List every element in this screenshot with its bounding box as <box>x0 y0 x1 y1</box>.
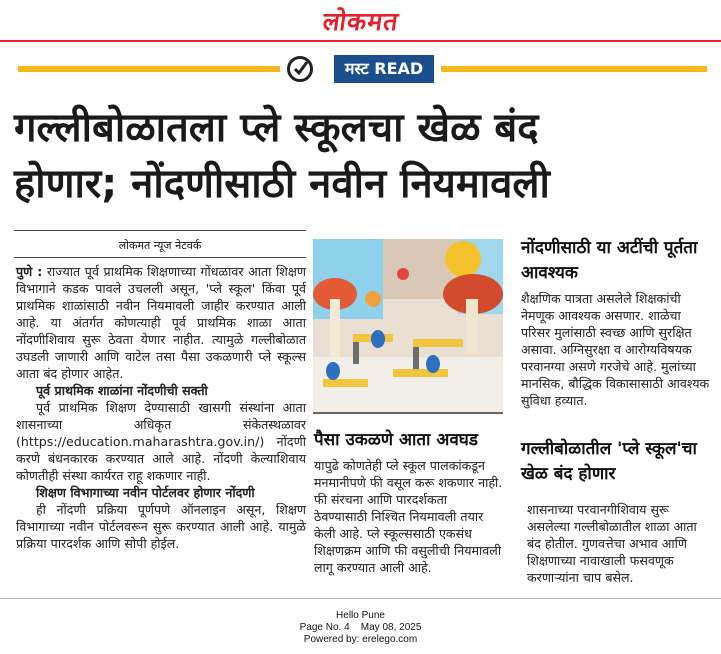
section-heading: नोंदणीसाठी या अटींची पूर्तता आवश्यक <box>521 238 698 283</box>
byline: लोकमत न्यूज नेटवर्क <box>118 239 202 252</box>
paragraph: ही नोंदणी प्रक्रिया पूर्णपणे ऑनलाइन असून, शिक्षण विभागाच्या नवीन पोर्टलवरून सुरू करण्यात आली आहे. यामुळे प्रक्रिया पारदर्शक आणि सोपी होईल. <box>16 502 306 551</box>
footer <box>0 610 721 646</box>
paragraph: पूर्व प्राथमिक शिक्षण देण्यासाठी खासगी संस्थांना आता शासनाच्या अधिकृत संकेतस्थळावर (https://education.maharashtra.gov.in/) नोंदणी करणे बंधनकारक करण्यात आले आहे. नोंदणी केल्याशिवाय कोणतीही संस्था कार्यरत राहू शकणार नाही. <box>16 400 306 483</box>
section-text: यापुढे कोणतेही प्ले स्कूल पालकांकडून मनमानीपणे फी वसूल करू शकणार नाही. फी संरचना आणि पारदर्शकता ठेवण्यासाठी निश्चित नियमावली तयार केली आहे. प्ले स्कूल्ससाठी एकसंध शिक्षणक्रम आणि फी वसुलीची नियमावली लागू करण्यात आली आहे. <box>314 458 503 575</box>
subheading: शिक्षण विभागाच्या नवीन पोर्टलवर होणार नोंदणी <box>36 485 255 500</box>
powered-by: Powered by: erelego.com <box>303 634 418 645</box>
section-heading: पैसा उकळणे आता अवघड <box>314 430 478 450</box>
classroom-photo <box>313 239 503 412</box>
page-number: Page No. 4 <box>299 622 350 633</box>
dateline: पुणे : <box>16 264 43 279</box>
section-heading: गल्लीबोळातील 'प्ले स्कूल'चा खेळ बंद होणार <box>521 439 697 484</box>
must-read-badge: मस्ट READ <box>334 55 434 83</box>
intro-paragraph <box>16 263 306 382</box>
accent-bar-right <box>441 66 707 72</box>
section-text: शैक्षणिक पात्रता असलेले शिक्षकांची नेमणूक आवश्यक असणार. शाळेचा परिसर मुलांसाठी स्वच्छ आणि सुरक्षित असावा. अग्निसुरक्षा व आरोग्यविषयक परवानग्या असणे गरजेचे आहे. मुलांच्या मानसिक, बौद्धिक विकासासाठी आवश्यक सुविधा हव्यात. <box>521 291 710 408</box>
main-article <box>16 263 306 552</box>
divider <box>313 412 503 414</box>
divider <box>14 257 306 258</box>
masthead-rule <box>0 40 721 42</box>
footer-rule <box>0 598 721 599</box>
page-info <box>0 622 721 634</box>
masthead <box>0 0 721 40</box>
check-circle-icon <box>287 56 313 82</box>
intro-text: राज्यात पूर्व प्राथमिक शिक्षणाच्या गोंधळावर आता शिक्षण विभागाने कडक पावले उचलली असून, 'प्ले स्कूल' किंवा पूर्व प्राथमिक शाळांसाठी नवीन नियमावली जाहीर करण्यात आली आहे. या अंतर्गत कोणत्याही पूर्व प्राथमिक शाळा आता नोंदणीशिवाय सुरू ठेवता येणार नाहीत. त्यामुळे गल्लीबोळात उघडली जाणारी आणि वाटेल तसा पैसा उकळणारी प्ले स्कूल्स आता बंद होणार आहेत. <box>16 264 306 381</box>
newspaper-logo: लोकमत <box>320 7 401 36</box>
issue-date: May 08, 2025 <box>360 622 422 633</box>
headline <box>14 100 714 212</box>
edition-name: Hello Pune <box>336 610 385 621</box>
section-text: शासनाच्या परवानगीशिवाय सुरू असलेल्या गल्लीबोळातील शाळा आता बंद होतील. गुणवत्तेचा अभाव आणि शिक्षणाच्या नावाखाली फसवणूक करणाऱ्यांना चाप बसेल. <box>527 502 697 585</box>
accent-bar-left <box>18 66 280 72</box>
subheading: पूर्व प्राथमिक शाळांना नोंदणीची सक्ती <box>36 383 208 398</box>
divider <box>14 230 306 231</box>
headline-line-1: गल्लीबोळातला प्ले स्कूलचा खेळ बंद <box>14 105 539 151</box>
headline-line-2: होणार; नोंदणीसाठी नवीन नियमावली <box>14 161 550 207</box>
